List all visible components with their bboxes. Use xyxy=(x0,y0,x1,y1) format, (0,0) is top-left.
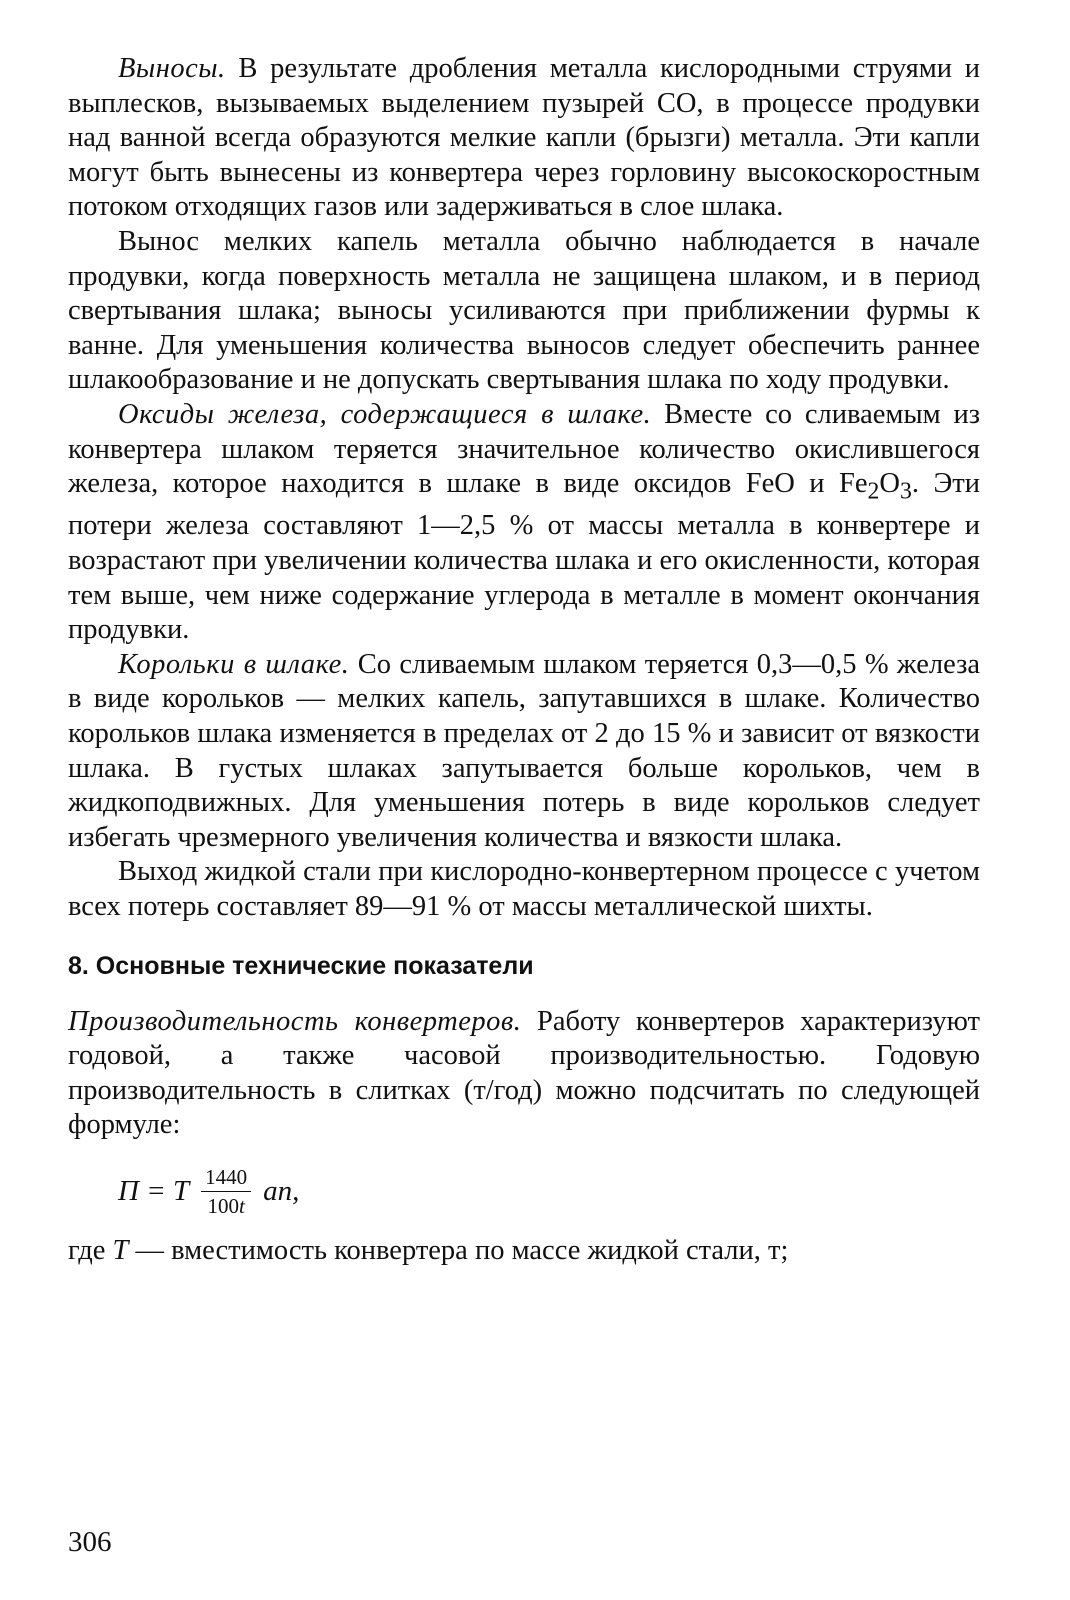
subscript: 2 xyxy=(867,478,880,505)
fraction-numerator: 1440 xyxy=(201,1165,251,1192)
paragraph-text: где xyxy=(68,1234,113,1266)
paragraph-where xyxy=(68,1234,980,1269)
formula-right: an, xyxy=(263,1175,300,1208)
paragraph-lead: Выносы. xyxy=(118,53,226,84)
formula-left: П = Т xyxy=(118,1175,190,1208)
fraction-denominator xyxy=(207,1192,244,1218)
productivity-formula xyxy=(118,1165,980,1218)
paragraph-lead: Оксиды железа, содержащиеся в шлаке. xyxy=(118,398,652,430)
paragraph-text: — вместимость конвертера по массе жидкой стали, т; xyxy=(128,1234,789,1266)
paragraph-korolki xyxy=(68,648,980,856)
paragraph-text: . Эти потери железа составляют 1—2,5 % от массы металла в конвертере и возрастают при увеличении количества шлака и его окисленности, которая тем выше, чем ниже содержание углерода в металле в момент окончания продувки. xyxy=(68,468,981,646)
paragraph-text: В результате дробления металла кислородными струями и выплесков, вызываемых выделением пузырей CO, в процессе продувки над ванной всегда образуются мелкие капли (брызги) металла. Эти капли могут быть вынесены из конвертера через горловину высокоскоростным потоком отходящих газов или задерживаться в слое шлака. xyxy=(68,53,980,223)
paragraph-text: Выход жидкой стали при кислородно-конвертерном процессе с учетом всех потерь составляет 89—91 % от массы металлической шихты. xyxy=(68,856,980,922)
paragraph-vynos-kapel xyxy=(68,225,980,398)
paragraph-text: Вместе со сливаемым из конвертера шлаком теряется значительное количество окислившегося железа, которое находится в шлаке в виде оксидов FeO и Fe xyxy=(68,398,980,500)
paragraph-lead: Производительность конвертеров. xyxy=(68,1005,522,1037)
section-heading: 8. Основные технические показатели xyxy=(68,951,534,980)
paragraph-vyhod-stali xyxy=(68,855,980,924)
denominator-variable: t xyxy=(238,1193,245,1218)
paragraph-lead: Корольки в шлаке. xyxy=(118,648,350,680)
subscript: 3 xyxy=(900,478,912,505)
formula-fraction xyxy=(201,1165,251,1218)
paragraph-vynosy xyxy=(68,52,980,225)
page-content xyxy=(68,52,980,1269)
paragraph-text: Со сливаемым шлаком теряется 0,3—0,5 % железа в виде корольков — мелких капель, запутавшихся в шлаке. Количество корольков шлака изменяется в пределах от 2 до 15 % и зависит от вязкости шлака. В густых шлаках запутывается больше корольков, чем в жидкоподвижных. Для уменьшения потерь в виде корольков следует избегать чрезмерного увеличения количества и вязкости шлака. xyxy=(68,648,981,853)
paragraph-proizvoditelnost xyxy=(68,1005,980,1143)
variable-T: Т xyxy=(112,1234,129,1266)
page-number: 306 xyxy=(68,1526,112,1558)
paragraph-text: O xyxy=(879,468,900,500)
denominator-number: 100 xyxy=(207,1193,239,1218)
paragraph-text: Вынос мелких капель металла обычно наблюдается в начале продувки, когда поверхность металла не защищена шлаком, и в период свертывания шлака; выносы усиливаются при приближении фурмы к ванне. Для уменьшения количества выносов следует обеспечить раннее шлакообразование и не допускать свертывания шлака по ходу продувки. xyxy=(68,225,980,396)
paragraph-text: Работу конвертеров характеризуют годовой, а также часовой производительностью. Годовую производительность в слитках (т/год) можно подсчитать по следующей формуле: xyxy=(68,1005,980,1141)
paragraph-oksidy xyxy=(68,398,980,648)
